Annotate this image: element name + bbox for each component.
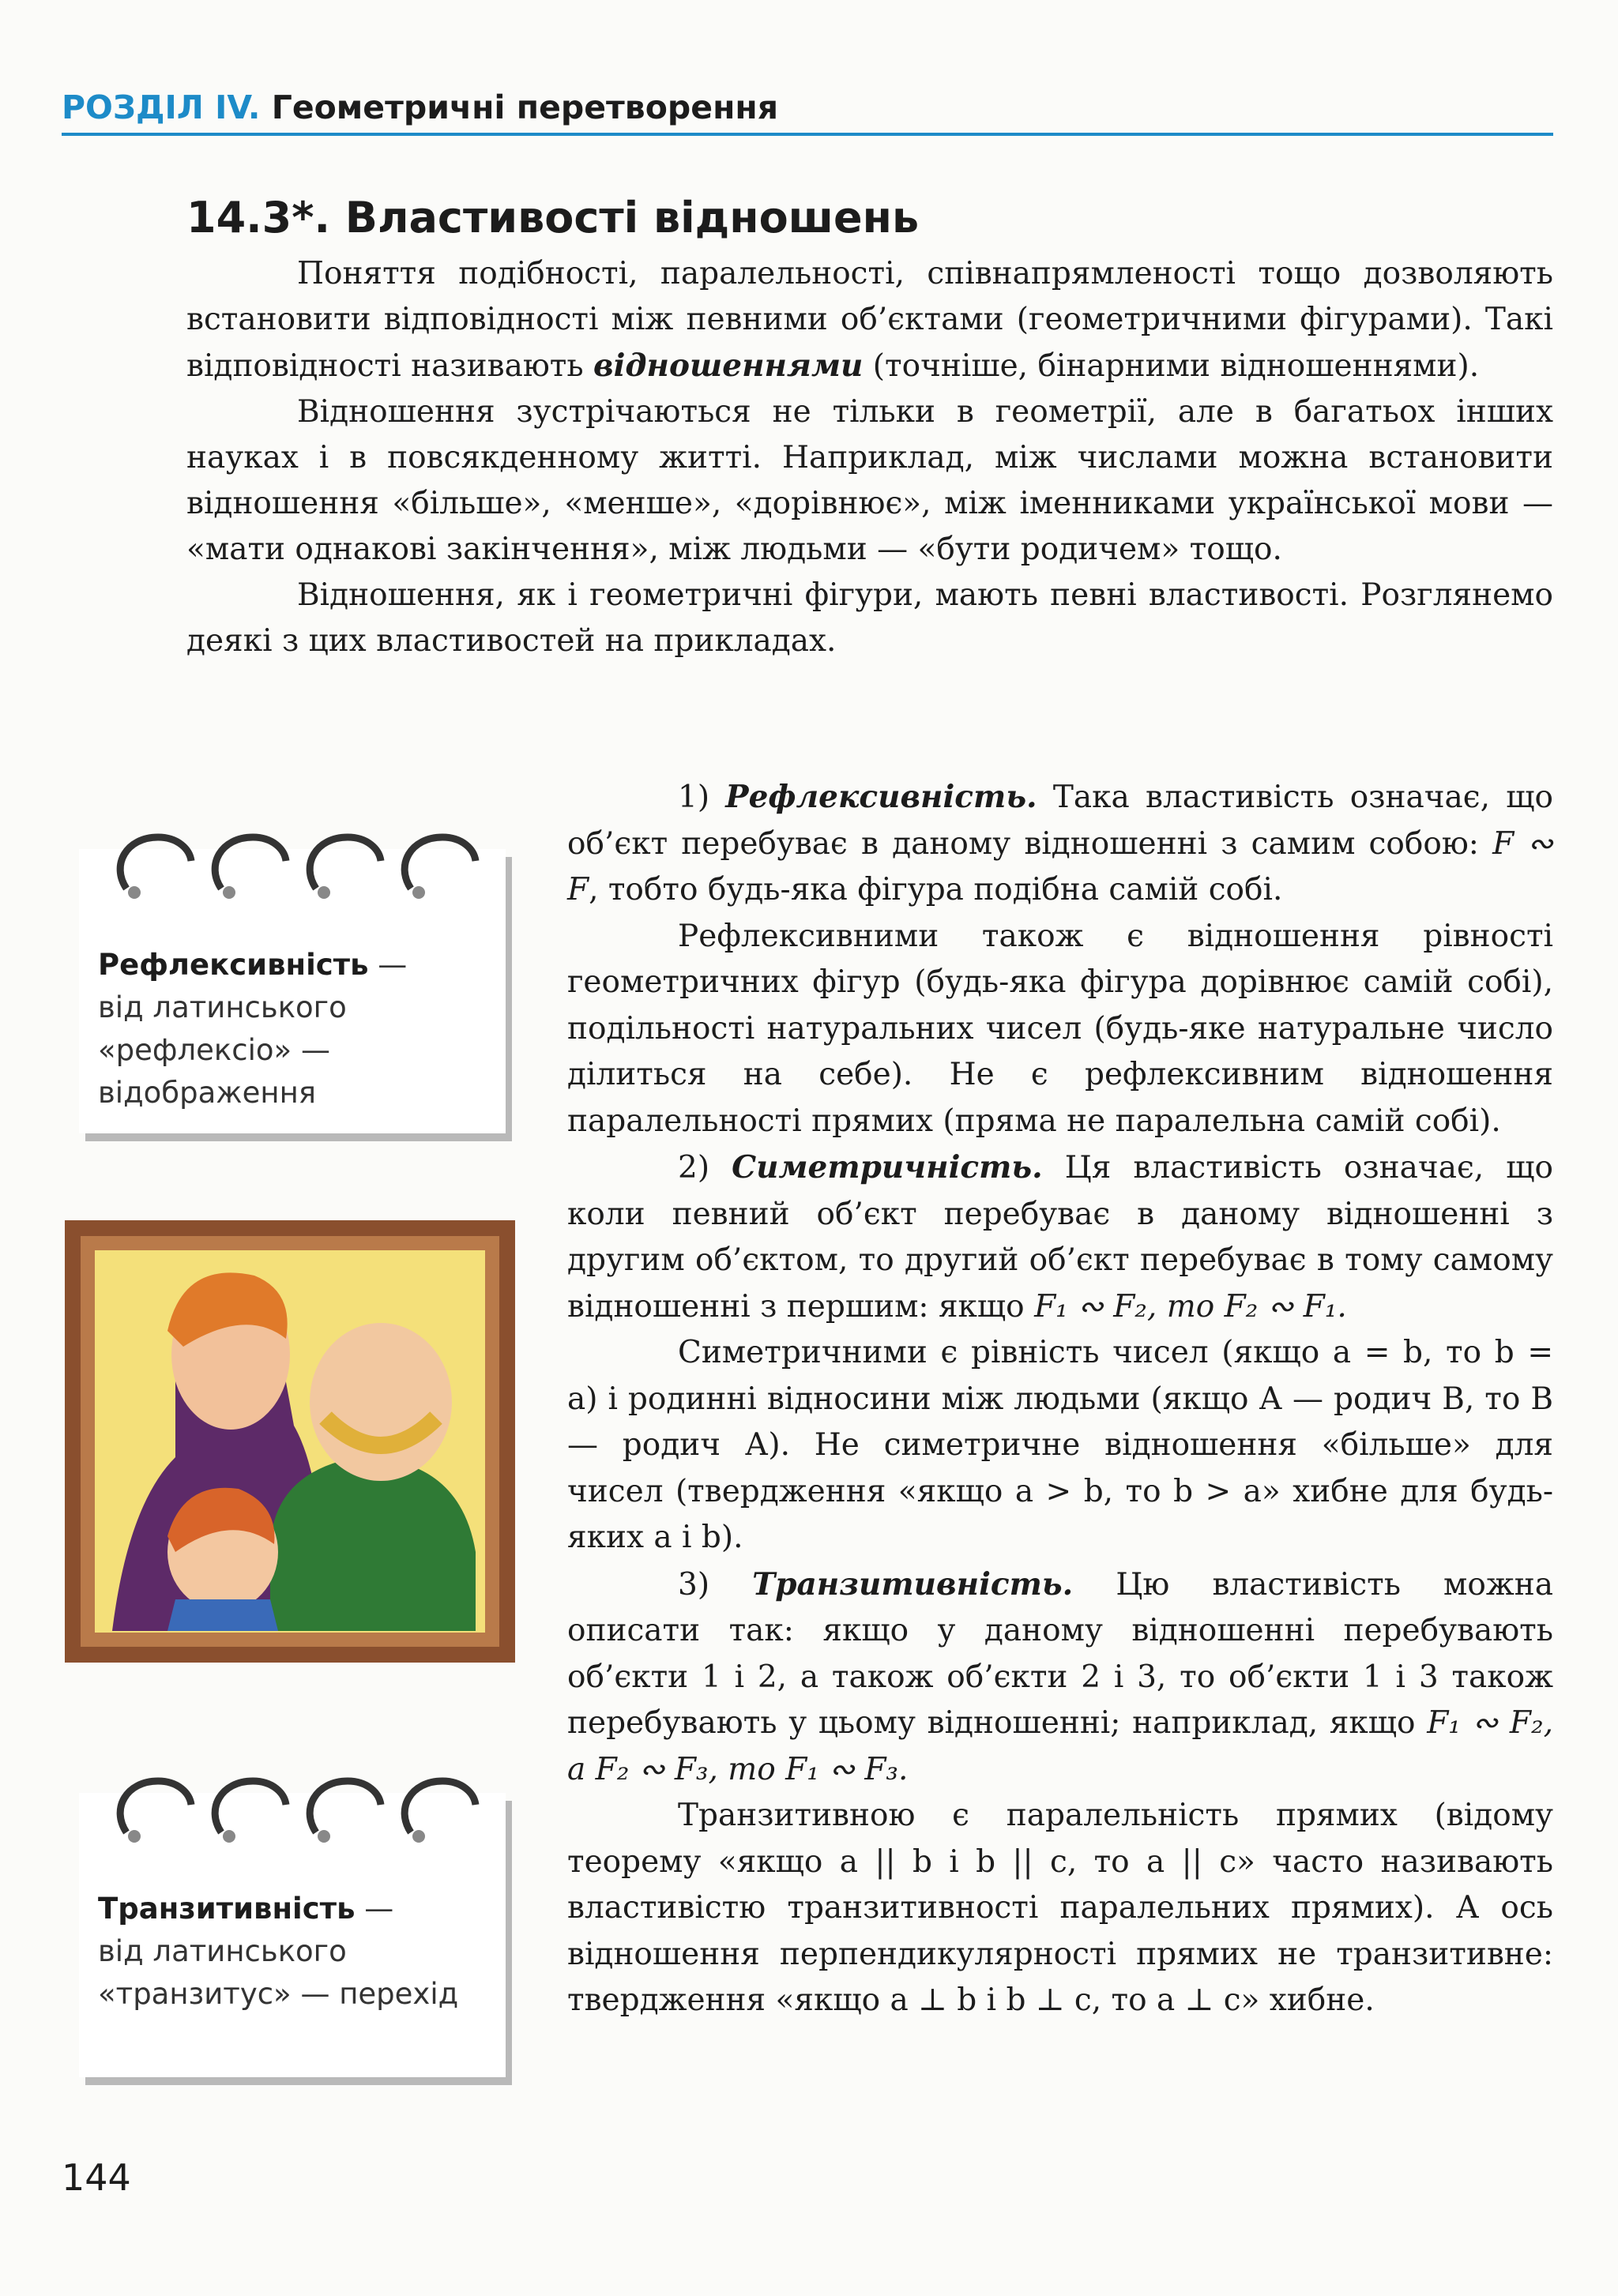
note-term: Транзитивність [98, 1892, 356, 1926]
term-relations: відношеннями [593, 348, 864, 384]
note-text: Транзитивність — від латинського «транзитус» — перехід [98, 1888, 493, 2016]
intro-paragraph-2: Відношення зустрічаються не тільки в геометрії, але в багатьох інших науках і в повсякденному житті. Наприклад, між числами можна встановити відношення «більше», «менше», «дорівнює», між іменниками української мови — «мати однакові закінчення», між людьми — «бути родичем» тощо. [186, 394, 1553, 567]
note-card-transitivity [79, 1793, 506, 2077]
property-transitivity: 3) Транзитивність. Цю властивість можна описати так: якщо у даному відношенні перебувають об’єкти 1 і 2, а також об’єкти 2 і 3, то об’єкти 1 і 3 також перебувають у цьому відношенні; наприклад, якщо F₁ ∾ F₂, а F₂ ∾ F₃, то F₁ ∾ F₃. [567, 1565, 1554, 1787]
intro-paragraph-3: Відношення, як і геометричні фігури, мають певні властивості. Розглянемо деякі з цих властивостей на прикладах. [186, 577, 1553, 659]
chapter-header [62, 88, 778, 126]
property-reflexivity: 1) Рефлексивність. Така властивість означає, що об’єкт перебуває в даному відношенні з самим собою: F ∾ F, тобто будь-яка фігура подібна самій собі. [567, 779, 1553, 908]
properties-text [567, 774, 1553, 2024]
property-symmetry: 2) Симетричність. Ця властивість означає, що коли певний об’єкт перебуває в даному відношенні з другим об’єктом, то другий об’єкт перебуває в тому самому відношенні з першим: якщо F₁ ∾ F₂, то F₂ ∾ F₁. [567, 1149, 1553, 1325]
family-portrait-illustration [65, 1220, 515, 1663]
chapter-title: Геометричні перетворення [271, 88, 779, 126]
header-rule [62, 133, 1553, 136]
transitivity-examples: Транзитивною є паралельність прямих (відому теорему «якщо a || b і b || c, то a || c» часто називають властивістю транзитивності паралельних прямих). А ось відношення перпендикулярності прямих не транзитивне: твердження «якщо a ⊥ b і b ⊥ c, то a ⊥ c» хибне. [567, 1798, 1553, 2018]
note-description: від латинського «рефлексіо» — відображення [98, 990, 347, 1110]
note-term: Рефлексивність [98, 948, 369, 982]
binder-rings-icon [103, 1761, 482, 1856]
note-card-reflexivity [79, 849, 506, 1133]
note-description: від латинського «транзитус» — перехід [98, 1934, 459, 2011]
intro-paragraph-1: Поняття подібності, паралельності, співнапрямленості тощо дозволяють встановити відповідності між певними об’єктами (геометричними фігурами). Такі відповідності називають відношеннями (точніше, бінарними відношеннями). [186, 256, 1553, 384]
chapter-label: РОЗДІЛ IV. [62, 88, 261, 126]
section-title: 14.3*. Властивості відношень [186, 193, 920, 242]
binder-rings-icon [103, 817, 482, 912]
page-number: 144 [62, 2156, 131, 2199]
symmetry-examples: Симетричними є рівність чисел (якщо a = b, то b = a) і родинні відносини між людьми (якщо А — родич В, то В — родич А). Не симетричне відношення «більше» для чисел (твердження «якщо a > b, то b > a» хибне для будь-яких a і b). [567, 1335, 1553, 1555]
reflexivity-examples: Рефлексивними також є відношення рівності геометричних фігур (будь-яка фігура дорівнює самій собі), подільності натуральних чисел (будь-яке натуральне число ділиться на себе). Не є рефлексивним відношення паралельності прямих (пряма не паралельна самій собі). [567, 918, 1553, 1139]
note-text: Рефлексивність — від латинського «рефлексіо» — відображення [98, 944, 493, 1114]
intro-text [186, 251, 1553, 664]
